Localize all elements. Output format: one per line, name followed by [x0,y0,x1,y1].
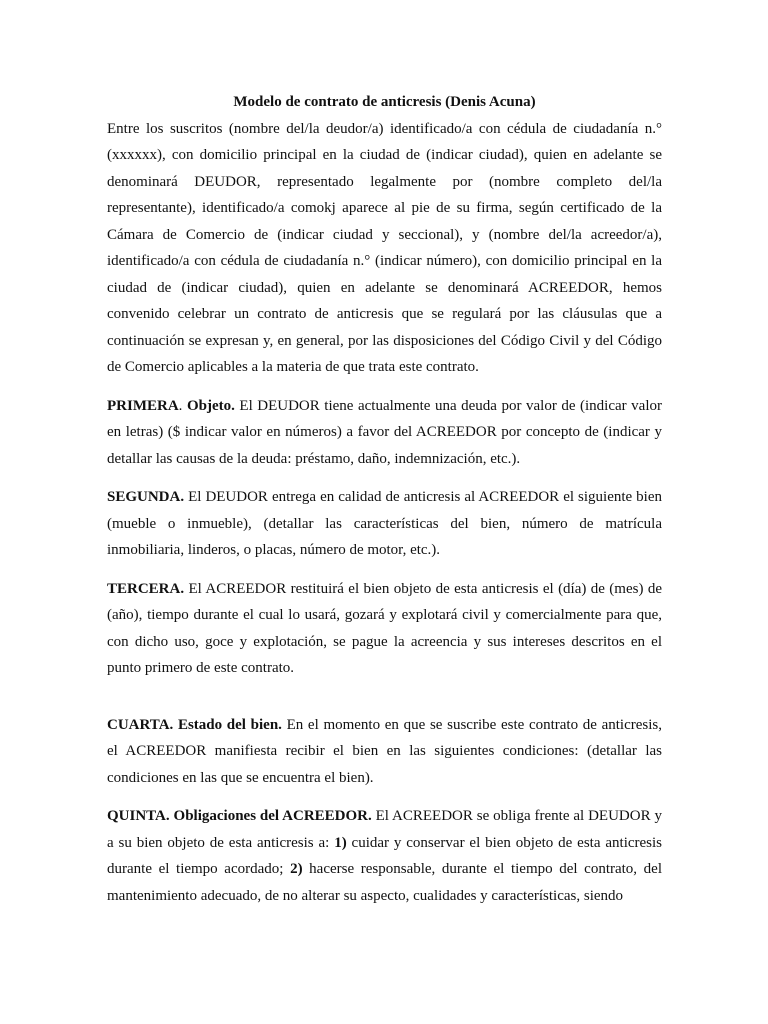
clause-tercera-heading: TERCERA. [107,580,185,597]
clause-primera-text: El DEUDOR tiene actualmente una deuda por valor de (indicar valor en letras) ($ indicar valor en números) a favor del ACREEDOR por concepto de (indicar y detallar las causas de la deuda: préstamo, daño, indemnización, etc.). [107,397,663,467]
clause-cuarta [107,712,662,792]
clause-cuarta-heading: CUARTA. Estado del bien. [107,716,282,733]
clause-quinta [107,803,662,909]
clause-primera-subheading: Objeto. [186,397,235,414]
clause-quinta-heading: QUINTA. Obligaciones del ACREEDOR. [107,808,372,824]
clause-quinta-item2-text: hacerse responsable, durante el tiempo del contrato, del mantenimiento adecuado, de no alterar su aspecto, cualidades y características, siendo [107,861,662,904]
clause-segunda-heading: SEGUNDA. [107,489,185,505]
clause-quinta-item2-number: 2) [290,861,303,877]
document-page [107,89,662,909]
clause-quinta-item1-number: 1) [334,834,347,851]
clause-quinta-text-a: El ACREEDOR se obliga frente al DEUDOR y a su bien objeto de esta anticresis a: [107,808,662,851]
clause-segunda-text: El DEUDOR entrega en calidad de anticresis al ACREEDOR el siguiente bien (mueble o inmueble), (detallar las características del bien, número de matrícula inmobiliaria, linderos, o placas, número de motor, etc.). [107,489,662,558]
clause-primera-separator: . [178,397,187,414]
clause-primera [107,393,662,473]
document-title: Modelo de contrato de anticresis (Denis Acuna) [233,94,536,110]
clause-cuarta-text: En el momento en que se suscribe este contrato de anticresis, el ACREEDOR manifiesta recibir el bien en las siguientes condiciones: (detallar las condiciones en las que se encuentra el bien). [107,716,662,786]
clause-tercera [107,576,662,682]
clause-segunda [107,484,662,564]
clause-quinta-item1-text: cuidar y conservar el bien objeto de esta anticresis durante el tiempo acordado; [107,834,663,877]
clause-tercera-text: El ACREEDOR restituirá el bien objeto de esta anticresis el (día) de (mes) de (año), tiempo durante el cual lo usará, gozará y explotará civil y comercialmente para que, con dicho uso, goce y explotación, se pague la acreencia y sus intereses descritos en el punto primero de este contrato. [107,580,662,676]
clause-primera-heading: PRIMERA [107,397,179,414]
intro-paragraph: Entre los suscritos (nombre del/la deudor/a) identificado/a con cédula de ciudadanía n.° (xxxxxx), con domicilio principal en la ciudad de (indicar ciudad), quien en adelante se denominará DEUDOR, representado legalmente por (nombre completo del/la representante), identificado/a comokj aparece al pie de su firma, según certificado de la Cámara de Comercio de (indicar ciudad y seccional), y (nombre del/la acreedor/a), identificado/a con cédula de ciudadanía n.° (indicar número), con domicilio principal en la ciudad de (indicar ciudad), quien en adelante se denominará ACREEDOR, hemos convenido celebrar un contrato de anticresis que se regulará por las cláusulas que a continuación se expresan y, en general, por las disposiciones del Código Civil y del Código de Comercio aplicables a la materia de que trata este contrato. [107,120,662,375]
